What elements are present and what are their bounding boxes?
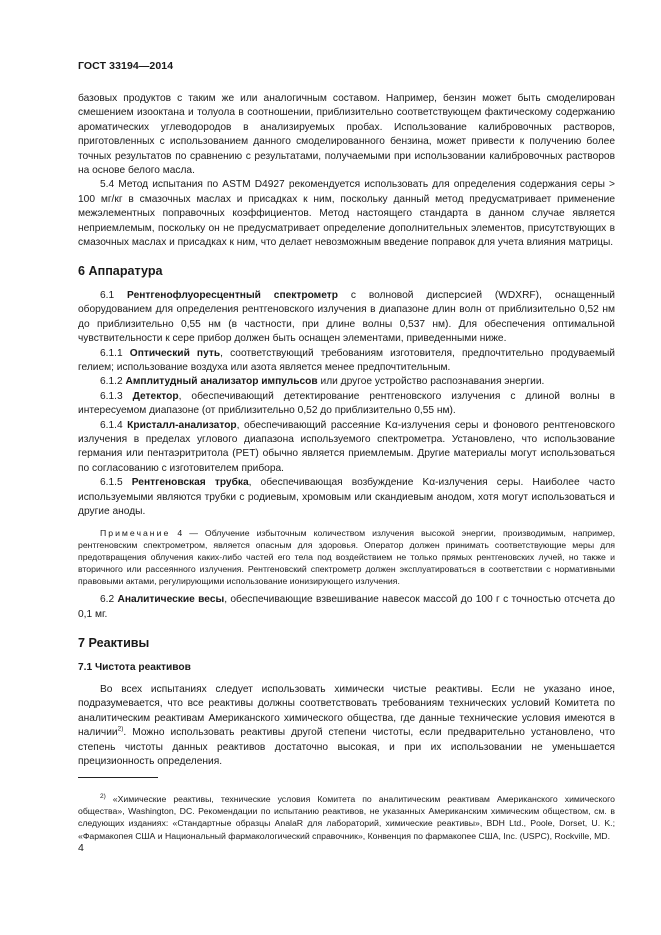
footnote-text: «Химические реактивы, технические условия Комитета по аналитическим реактивам Американского химического общества», Washington, DC. Рекомендации по испытанию реактивов, не указанных Американским химическим обществом, см. в следующих изданиях: «Стандартные образцы AnalaR для лабораторий, химические реактивы», BDH Ltd., Poole, Dorset, U. K.; «Фармакопея США и Национальный фармакологический справочник», Конвенция по фармакопее США, Inc. (USPC), Rockville, MD. [78,793,615,841]
clause-text: , соответствующий требованиям изготовителя, предпочтительно продуваемый гелием; использование воздуха или азота является менее предпочтительным. [78,347,615,373]
clause-text: . Можно использовать реактивы другой степени чистоты, если предварительно установлено, что степень чистоты данных реактивов достаточно высокая, и при их использовании не уменьшается прецизионность определения. [78,727,615,768]
clause-number: 6.1 [100,289,128,301]
page-number: 4 [78,842,84,854]
note-label: Примечание [100,528,171,539]
footnote-mark: 2) [100,792,106,800]
paragraph-5-4: 5.4 Метод испытания по ASTM D4927 рекомендуется использовать для определения содержания серы > 100 мг/кг в смазочных маслах и присадках к ним, поскольку данный метод предусматривает применение межэлементных поправочных коэффициентов. Метод настоящего стандарта в данном случае является неприемлемым, поскольку он не предусматривает определение дополнительных элементов, присутствующих в смазочных маслах и присадках к ним, что делает невозможным введение поправок для учета влияния матрицы. [78,179,615,249]
section-7-1-heading: 7.1 Чистота реактивов [78,661,191,673]
term-balance: Аналитические весы [117,594,225,606]
clause-text: или другое устройство распознавания энергии. [317,376,545,388]
paragraph-6-1-3 [78,390,615,419]
clause-number: 6.1.4 [100,419,128,431]
term-analyzer-crystal: Кристалл-анализатор [127,419,237,431]
term-xray-tube: Рентгеновская трубка [131,477,249,489]
paragraph-6-1 [78,289,615,347]
clause-number: 6.1.5 [100,477,132,489]
clause-text: Во всех испытаниях следует использовать химически чистые реактивы. Если не указано иное, подразумевается, что все реактивы должны соответствовать требованиям технических условий Комитета по аналитическим реактивам Американского химического общества, где данные технические условия имеются в наличии [78,684,615,739]
paragraph-6-1-2 [78,375,615,389]
page-body [78,92,615,769]
footnote-divider [78,777,158,778]
term-pulse-analyzer: Амплитудный анализатор импульсов [125,376,318,388]
footnote-ref[interactable]: 2) [117,725,124,733]
clause-number: 6.2 [100,594,118,606]
paragraph-6-2 [78,593,615,622]
note-4 [78,527,615,587]
paragraph-6-1-1 [78,347,615,376]
paragraph-6-1-5 [78,476,615,519]
clause-text: , обеспечивающая возбуждение Kα-излучения серы. Наиболее часто используемыми являются трубки с родиевым, хромовым или скандиевым анодом, хотя могут использоваться и другие аноды. [78,477,615,517]
page-header: ГОСТ 33194—2014 [78,60,174,72]
section-7-heading: 7 Реактивы [78,636,150,651]
section-6-heading: 6 Аппаратура [78,264,163,279]
clause-number: 6.1.1 [100,347,130,359]
clause-number: 6.1.3 [100,390,133,402]
paragraph-7-1 [78,683,615,769]
footnote-2 [78,793,615,842]
term-optical-path: Оптический путь [129,347,221,359]
paragraph-continuation: базовых продуктов с таким же или аналогичным составом. Например, бензин может быть смоделирован смешением изооктана и толуола в соотношении, приблизительно соответствующем фактическому содержанию ароматических углеводородов в анализируемых пробах. Использование калибровочных растворов, приготовленных с использованием данного смоделированного бензина, может привести к получению более точных результатов по сравнению с результатами, получаемыми при использовании калибровочных растворов на основе белого масла. [78,93,615,177]
clause-text: с волновой дисперсией (WDXRF), оснащенный оборудованием для определения рентгеновского излучения в диапазоне длин волн от приблизительно 0,52 нм до приблизительно 0,55 нм (в частности, при длине волны 0,537 нм). Для обеспечения оптимальной чувствительности к сере прибор должен быть оснащен элементами, приведенными ниже. [78,289,615,345]
term-detector: Детектор [132,390,179,402]
clause-text: , обеспечивающий детектирование рентгеновского излучения с длиной волны в интересуемом диапазоне (от приблизительно 0,52 до приблизительно 0,55 нм). [78,390,615,417]
paragraph-6-1-4 [78,419,615,477]
clause-text: , обеспечивающий рассеяние Kα-излучения серы и фонового рентгеновского излучения в пределах углового диапазона используемого спектрометра. Установлено, что использование германия или пентаэритритола (PET) обычно является приемлемым. Другие материалы могут использоваться по согласованию с изготовителем прибора. [78,419,615,474]
clause-number: 6.1.2 [100,376,126,388]
note-text: 4 — Облучение избыточным количеством излучения высокой энергии, производимым, например, рентгеновским спектрометром, является опасным для здоровья. Оператор должен принимать соответствующие меры для предотвращения облучения каких-либо частей его тела под воздействием не только прямых рентгеновских лучей, но также и вторичного или рассеянного излучения. Рентгеновский спектрометр должен эксплуатироваться в соответствии с нормативными правовыми актами, регулирующими использование ионизирующего излучения. [78,528,615,587]
term-spectrometer: Рентгенофлуоресцентный спектрометр [127,289,338,301]
clause-text: , обеспечивающие взвешивание навесок массой до 100 г с точностью отсчета до 0,1 мг. [78,594,615,620]
